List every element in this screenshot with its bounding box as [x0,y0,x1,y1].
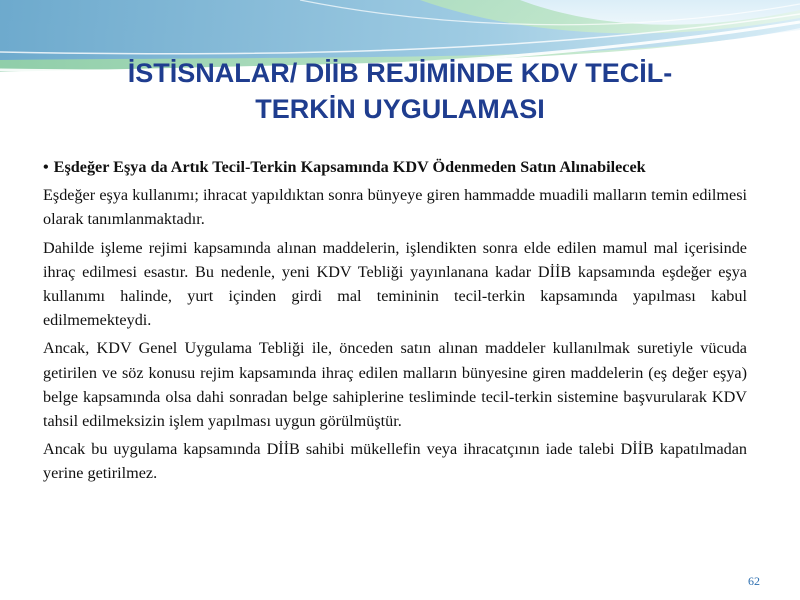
title-line-1: İSTİSNALAR/ DİİB REJİMİNDE KDV TECİL- [127,58,673,88]
paragraph-4: Ancak bu uygulama kapsamında DİİB sahibi mükellefin veya ihracatçının iade talebi DİİB kapatılmadan yerine getirilmez. [43,440,747,483]
bullet-icon: • [43,158,49,176]
page-number: 62 [748,574,760,588]
paragraph-3: Ancak, KDV Genel Uygulama Tebliği ile, önceden satın alınan maddeler kullanılmak suretiyle vücuda getirilen ve söz konusu rejim kapsamında ihraç edilen malların bünyesine giren maddelerin (eş değer eşya) belge kapsamında olsa dahi sonradan belge sahiplerine tesliminde tecil-terkin sistemine başvurularak KDV tahsil edilmeksizin işlem yapılması uygun görülmüştür. [43,339,747,431]
heading-text: Eşdeğer Eşya da Artık Tecil-Terkin Kapsamında KDV Ödenmeden Satın Alınabilecek [53,158,646,176]
paragraph-1: Eşdeğer eşya kullanımı; ihracat yapıldıktan sonra bünyeye giren hammadde muadili malların temin edilmesi olarak tanımlanmaktadır. [43,186,747,229]
slide-body [43,155,747,490]
slide-title [40,55,760,127]
title-line-2: TERKİN UYGULAMASI [255,94,545,124]
paragraph-2: Dahilde işleme rejimi kapsamında alınan maddelerin, işlendikten sonra elde edilen mamul mal içerisinde ihraç edilmesi esastır. Bu nedenle, yeni KDV Tebliği yayınlanana kadar DİİB kapsamında eşdeğer eşya kullanımı halinde, yurt içinden girdi mal temininin tecil-terkin kapsamında yapılması kabul edilmemekteydi. [43,238,747,330]
bullet-heading [43,155,747,179]
